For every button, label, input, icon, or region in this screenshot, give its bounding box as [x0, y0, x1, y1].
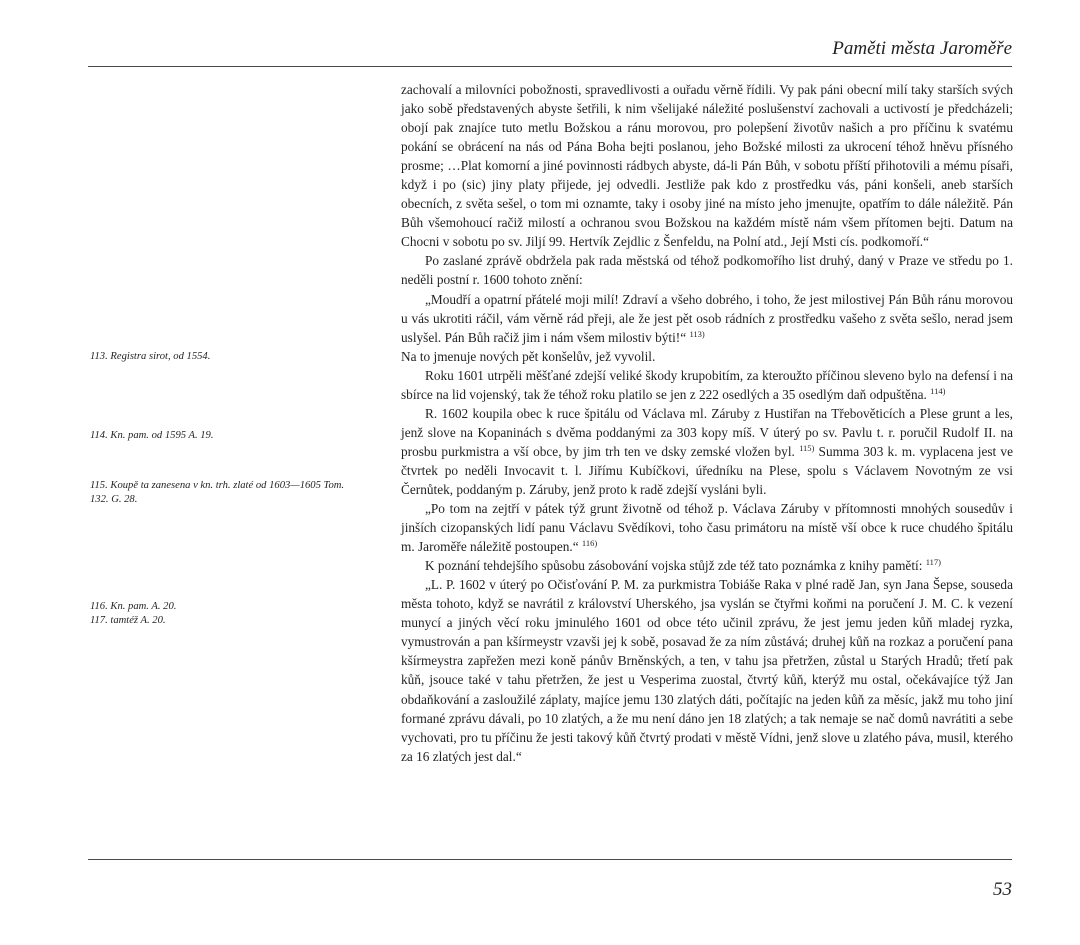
- side-note-115-continued: 132. G. 28.: [90, 494, 138, 505]
- running-header-title: Paměti města Jaroměře: [832, 38, 1012, 59]
- paragraph: Po zaslané zprávě obdržela pak rada městská od téhož podkomořího list druhý, daný v Praze ve středu po 1. neděli postní r. 1600 tohoto znění:: [401, 253, 1013, 288]
- paragraph: Roku 1601 utrpěli měšťané zdejší veliké škody krupobitím, za kteroužto příčinou sleveno bylo na defensí i na sbírce na lid vojenský, tak že téhož roku platilo se jen z 222 osedlých a 35 osedlým daň odpuštěna. $^{114)}$: [401, 367, 1013, 402]
- footnote-ref-117: 117): [925, 557, 941, 568]
- header-rule: [88, 66, 1012, 67]
- paragraph: „Po tom na zejtří v pátek týž grunt životně od téhož p. Václava Záruby v přítomnosti mnohých sousedův i jinších cizopanských lidí panu Václavu Svědíkovi, toho času primátoru na místě vší obce k ruce chudého špitálu m. Jaroměře náležitě postoupen.“ $^{116)}$: [401, 501, 1013, 555]
- footnote-ref-113: 113): [689, 328, 705, 339]
- page-number: 53: [993, 879, 1012, 900]
- side-note-116: 116. Kn. pam. A. 20.: [90, 601, 177, 612]
- side-note-117: 117. tamtéž A. 20.: [90, 615, 166, 626]
- side-note-115: 115. Koupě ta zanesena v kn. trh. zlaté od 1603—1605 Tom.: [90, 480, 345, 491]
- main-text: [401, 80, 1013, 766]
- footnote-ref-114: 114): [930, 385, 946, 396]
- footnote-ref-115: 115): [799, 442, 815, 453]
- side-note-114: 114. Kn. pam. od 1595 A. 19.: [90, 430, 214, 441]
- paragraph: „Moudří a opatrní přátelé moji milí! Zdraví a všeho dobrého, i toho, že jest milostivej Pán Bůh ránu morovou u vás ukrotiti ráčil, vám věrně rád přeji, ale že jest pět osob rádních z prostředku vašeho z světa sešlo, nerad jsem uslyšel. Pán Bůh račiž jim i nám všem milostiv býti!“ $^{113)}$: [401, 291, 1013, 345]
- paragraph: K poznání tehdejšího spůsobu zásobování vojska stůjž zde též tato poznámka z knihy pamětí: $^{117)}$: [425, 557, 941, 574]
- paragraph: R. 1602 koupila obec k ruce špitálu od Václava ml. Záruby z Hustiřan na Třebověticích a Plese grunt a les, jenž slove na Kopaninách s dvěma poddanými za 303 kopy míš. V úterý po sv. Pavlu t. r. poručil Rudolf II. na prosbu purkmistra a vší obce, by jim trh ten ve dsky zemské vložen byl. $^{115)}$ Summa 303 k. m. vyplacena jest ve čtvrtek po neděli Invocavit t. l. Jiřímu Kubíčkovi, úředníku na Plese, spolu s Václavem Novotným ze vsi Černůtek, poddaným p. Záruby, jenž proto k radě zdejší vysláni byli.: [401, 405, 1013, 497]
- footnote-ref-116: 116): [581, 538, 598, 549]
- paragraph: Na to jmenuje nových pět konšelův, jež vyvolil.: [401, 348, 656, 364]
- paragraph: „L. P. 1602 v úterý po Očisťování P. M. za purkmistra Tobiáše Raka v plné radě Jan, syn Jana Šepse, souseda města tohoto, když se navrátil z království Uherského, jsa vyslán se čtyřmi koňmi na poručení J. M. C. k vezení munycí a jiných věcí roku jminulého 1601 od obce této učinil zprávu, že jest jemu jeden kůň mladej ryzka, vymustrován a pan kšírmeystr vzavši jej k sobě, posavad že za ním zůstává; druhej kůň na rozkaz a poručení pana kšírmeystra zapřežen mezi koně pánův Brněnských, a ten, v tahu jsa přetržen, zůstal u Starých Hradů; třetí pak kůň, jsouce také v tahu přetržen, že jest u Vesperima zuostal, čtvrtý kůň, kterýž mu ostal, očekávajíce týž Jan obdaňkování a zasloužilé záplaty, majíce jemu 130 zlatých dáti, počítajíc na jeden kůň za měsíc, jakž mu toho jiní formané zprávu dávali, po 10 zlatých, a že mu není dáno jen 18 zlatých; a tak nemaje se nač domů navrátiti a sebe vychovati, pro tu příčinu že jesti takový kůň čtvrtý prodati v městě Vídni, jenž slove u zlatého páva, musil, kterého za 16 zlatých jest dal.“: [401, 577, 1013, 764]
- footer-rule: [88, 859, 1012, 860]
- side-note-113: 113. Registra sirot, od 1554.: [90, 351, 211, 362]
- paragraph: zachovalí a milovníci pobožnosti, spravedlivosti a ouřadu věrně řídili. Vy pak páni obecní milí taky starších svých jako sobě představených abyste šetřili, k nim všelijaké náležité poslušenství zachovali a uctivostí je předcházeli; obojí pak znajíce tuto metlu Božskou a ránu morovou, pro polepšení životův našich a pro příčinu k svatému pokání se obrácení na nás od Pána Boha bejti poslanou, jeho Božské milosti za ukrocení téhož hněvu přísného prosme; …Plat komorní a jiné povinnosti rádbych abyste, dá-li Pán Bůh, v sobotu příští přihotovili a mému písaři, když i po (sic) jiny platy přijede, jej odvedli. Jestliže pak kdo z prostředku vás, páni konšeli, aneb starších obecních, z světa sešel, o tom mi oznamte, taky i osoby jiné na místo jeho jmenujte, opatřím to dále náležitě. Pán Bůh všemohoucí račiž milostí a ochranou svou Božskou na každém místě nám všem přítomen bejti. Datum na Chocni v sobotu po sv. Jiljí 99. Hertvík Zejdlic z Šenfeldu, na Polní atd., Její Msti cís. podkomoří.“: [401, 82, 1013, 250]
